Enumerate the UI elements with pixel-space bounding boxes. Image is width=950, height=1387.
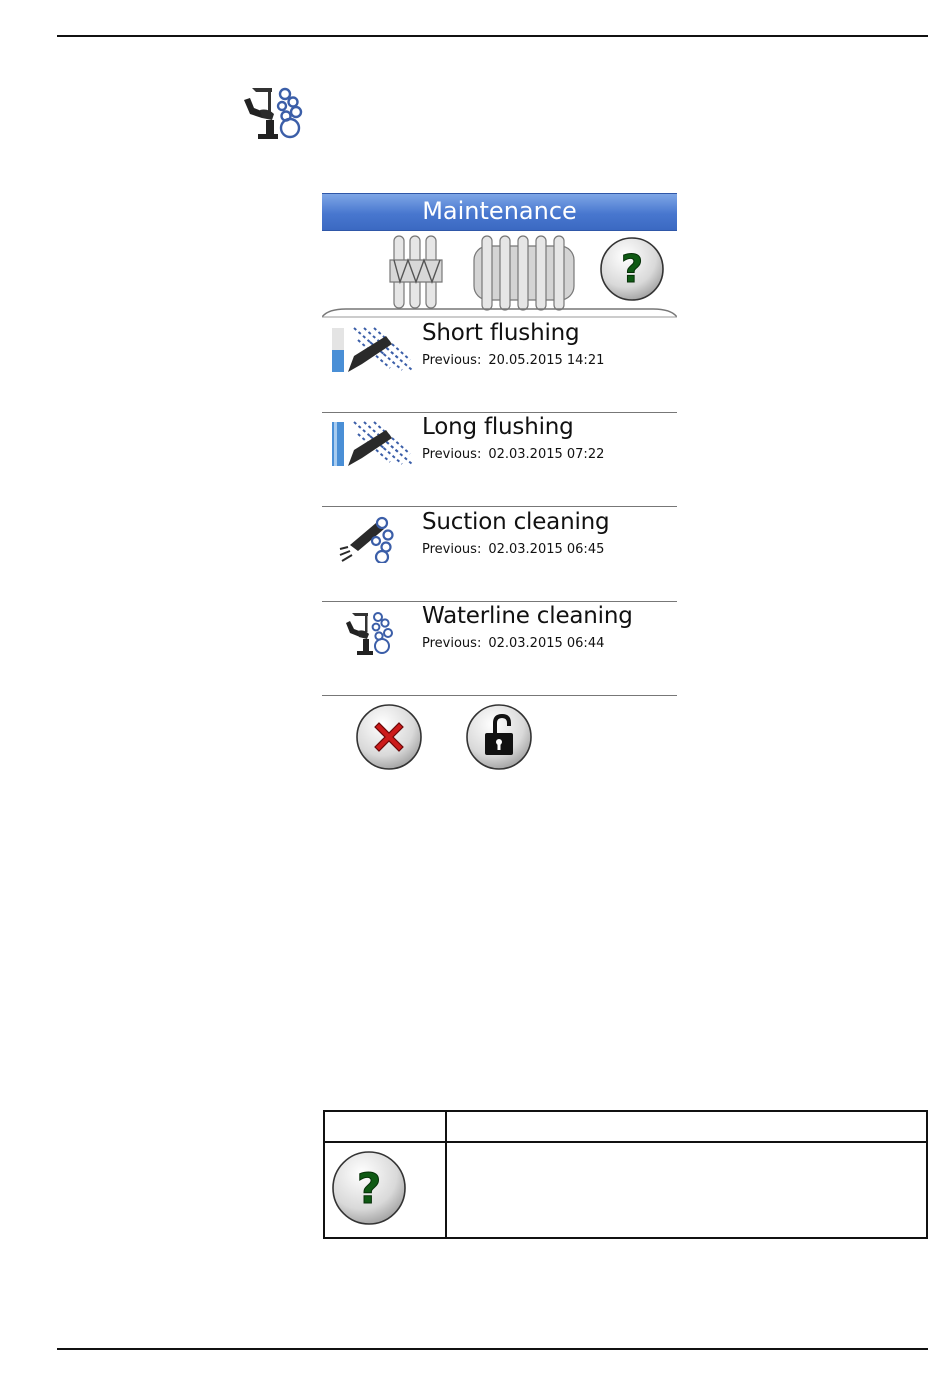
menu-item-long-flushing[interactable]: [322, 412, 677, 507]
menu-item-suction-cleaning[interactable]: [322, 507, 677, 602]
previous-label: Previous:: [422, 447, 482, 462]
item-previous: [422, 447, 604, 462]
item-label: Short flushing: [422, 320, 580, 346]
item-label: Waterline cleaning: [422, 603, 633, 629]
screen-title: Maintenance: [322, 193, 677, 231]
menu-item-short-flushing[interactable]: [322, 318, 677, 413]
previous-value: 02.03.2015 07:22: [488, 447, 605, 462]
waterline-cleaning-icon: [238, 84, 308, 144]
previous-value: 02.03.2015 06:45: [488, 542, 605, 557]
table-column-divider: [445, 1112, 447, 1237]
suction-cleaning-icon: [328, 515, 414, 563]
previous-label: Previous:: [422, 353, 482, 368]
unlock-button[interactable]: [465, 703, 533, 771]
help-button[interactable]: [599, 236, 665, 302]
top-rule: [57, 35, 928, 37]
short-flushing-icon: [328, 326, 414, 374]
item-previous: [422, 542, 604, 557]
legend-table: [323, 1110, 928, 1239]
cancel-button[interactable]: [355, 703, 423, 771]
waterline-cleaning-icon: [328, 609, 414, 657]
menu-item-waterline-cleaning[interactable]: [322, 601, 677, 696]
item-previous: [422, 353, 604, 368]
bottom-rule: [57, 1348, 928, 1350]
previous-label: Previous:: [422, 636, 482, 651]
previous-value: 20.05.2015 14:21: [488, 353, 605, 368]
maintenance-screen: [322, 193, 677, 783]
question-mark-icon: [331, 1150, 407, 1226]
svg-text:?: ?: [356, 1164, 382, 1213]
long-flushing-icon: [328, 420, 414, 468]
item-label: Long flushing: [422, 414, 574, 440]
toolbar-divider: [322, 305, 677, 319]
item-label: Suction cleaning: [422, 509, 610, 535]
svg-text:?: ?: [620, 247, 644, 291]
table-header-divider: [325, 1141, 926, 1143]
previous-label: Previous:: [422, 542, 482, 557]
item-previous: [422, 636, 604, 651]
previous-value: 02.03.2015 06:44: [488, 636, 605, 651]
